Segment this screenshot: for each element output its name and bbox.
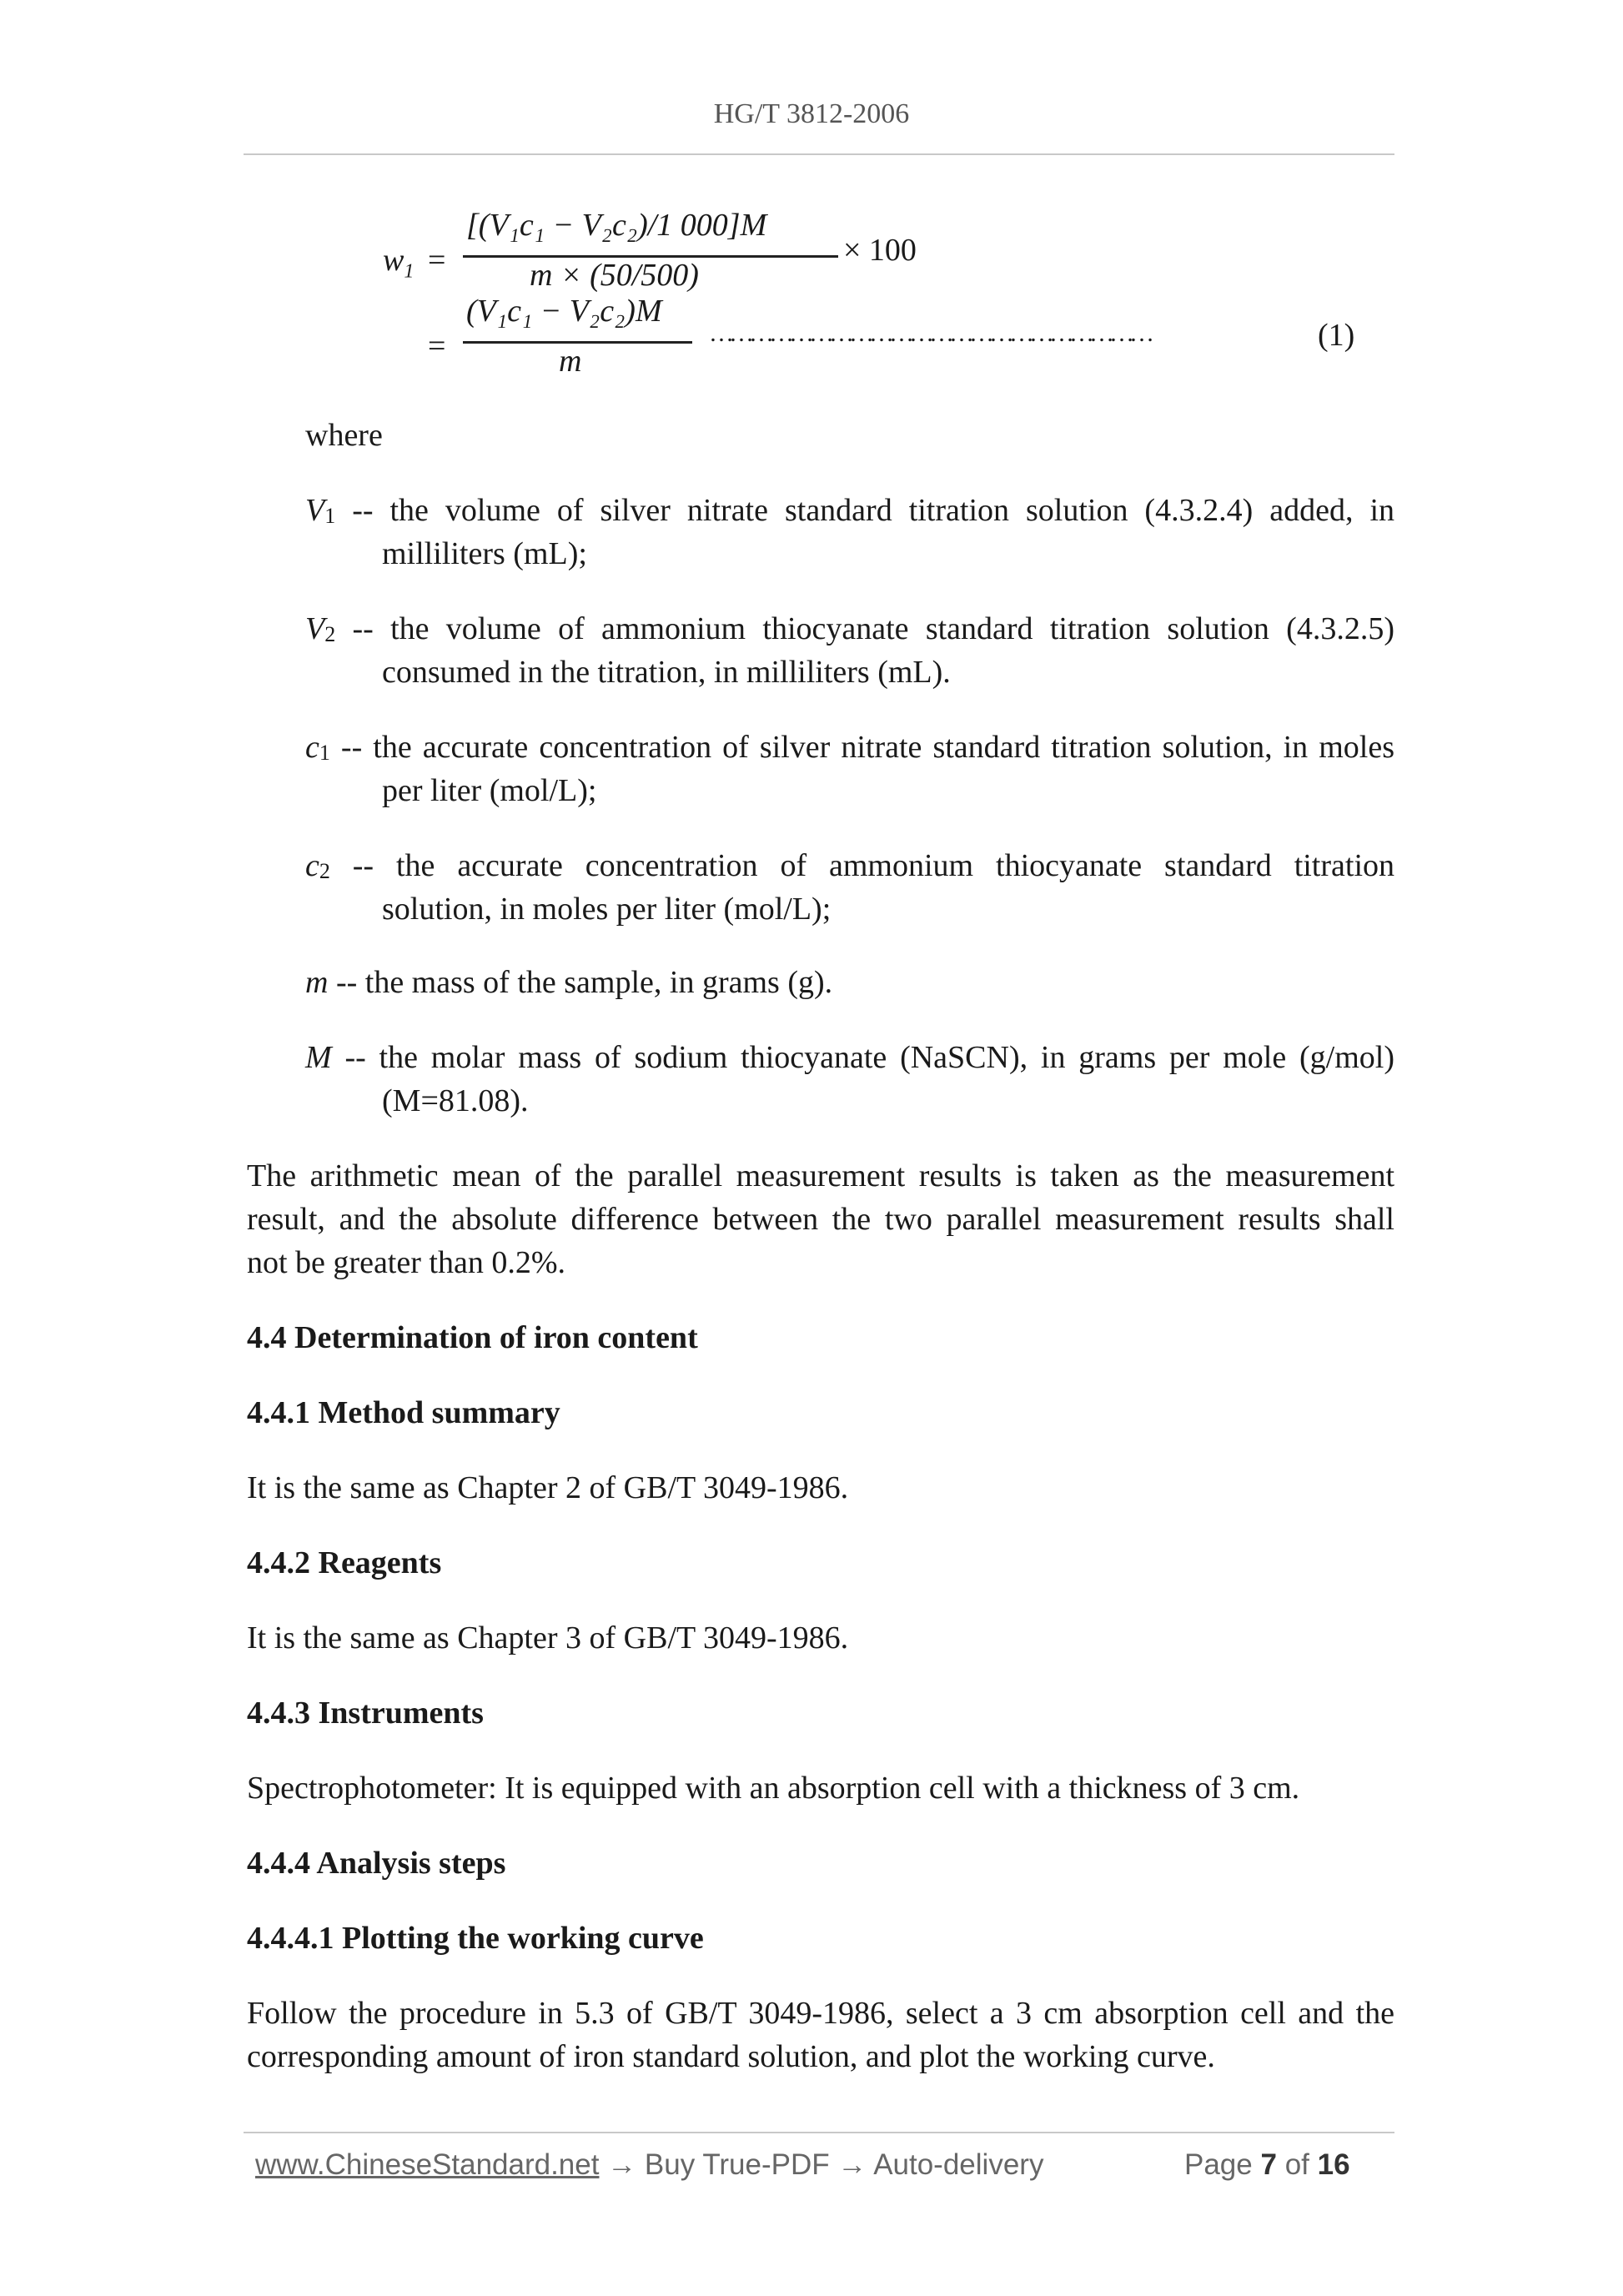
text-4-4-4-1-line-1: Follow the procedure in 5.3 of GB/T 3049-1986, select a 3 cm absorption cell and the <box>247 1996 1394 2031</box>
buy-true-pdf-text: Buy True-PDF <box>644 2148 830 2181</box>
footer-links <box>255 2148 1043 2182</box>
arrow-icon: → <box>829 2148 874 2181</box>
heading-4-4: 4.4 Determination of iron content <box>247 1320 698 1355</box>
result-paragraph-line-2: result, and the absolute difference between the two parallel measurement results shall <box>247 1202 1394 1237</box>
page-total: 16 <box>1317 2148 1350 2181</box>
definition-v2-cont: consumed in the titration, in milliliters (mL). <box>382 655 951 690</box>
formula-denominator-2: m <box>559 344 582 379</box>
formula-numerator-2: (V₁c₁ − V₂c₂)M <box>466 294 662 329</box>
text-4-4-3: Spectrophotometer: It is equipped with an absorption cell with a thickness of 3 cm. <box>247 1771 1300 1806</box>
site-link[interactable]: www.ChineseStandard.net <box>255 2148 600 2181</box>
formula-number: (1) <box>1318 318 1355 353</box>
definition-v1-cont: milliliters (mL); <box>382 536 587 571</box>
where-label: where <box>305 418 383 453</box>
formula-times-100: × 100 <box>843 233 917 268</box>
definition-c2: $c_2$ -- the accurate concentration of ammonium thiocyanate standard titration <box>305 848 1394 883</box>
page-indicator <box>1184 2148 1350 2182</box>
footer-divider <box>244 2132 1394 2133</box>
formula-lhs: $w_1$ <box>383 243 415 283</box>
header-divider <box>244 153 1394 155</box>
heading-4-4-3: 4.4.3 Instruments <box>247 1696 484 1731</box>
definition-big-m-cont: (M=81.08). <box>382 1083 529 1118</box>
text-4-4-2: It is the same as Chapter 3 of GB/T 3049-1986. <box>247 1620 849 1655</box>
heading-4-4-4: 4.4.4 Analysis steps <box>247 1846 506 1881</box>
text-4-4-1: It is the same as Chapter 2 of GB/T 3049-1986. <box>247 1470 849 1505</box>
heading-4-4-4-1: 4.4.4.1 Plotting the working curve <box>247 1921 704 1956</box>
result-paragraph-line-1: The arithmetic mean of the parallel measurement results is taken as the measurement <box>247 1158 1394 1193</box>
formula-leader-dots: ………………………………………………………… <box>709 319 1149 347</box>
formula-1 <box>379 207 1380 382</box>
result-paragraph-line-3: not be greater than 0.2%. <box>247 1245 565 1280</box>
heading-4-4-2: 4.4.2 Reagents <box>247 1545 442 1580</box>
arrow-icon: → <box>599 2148 645 2181</box>
page-number: 7 <box>1260 2148 1277 2181</box>
definition-c1-cont: per liter (mol/L); <box>382 773 597 808</box>
text-4-4-4-1-line-2: corresponding amount of iron standard solution, and plot the working curve. <box>247 2039 1215 2074</box>
formula-denominator-1: m × (50/500) <box>530 258 699 293</box>
of-label: of <box>1284 2148 1309 2181</box>
formula-equals: = <box>428 243 446 278</box>
auto-delivery-text: Auto-delivery <box>873 2148 1044 2181</box>
page-label: Page <box>1184 2148 1253 2181</box>
definition-m: m -- the mass of the sample, in grams (g). <box>305 965 833 1000</box>
formula-equals-2: = <box>428 329 446 364</box>
definition-c1: $c_1$ -- the accurate concentration of silver nitrate standard titration solution, in moles <box>305 730 1394 765</box>
definition-v2: $V_2$ -- the volume of ammonium thiocyanate standard titration solution (4.3.2.5) <box>305 611 1394 646</box>
definition-c2-cont: solution, in moles per liter (mol/L); <box>382 892 832 927</box>
definition-big-m: M -- the molar mass of sodium thiocyanate (NaSCN), in grams per mole (g/mol) <box>305 1040 1394 1075</box>
formula-numerator-1: [(V₁c₁ − V₂c₂)/1 000]M <box>466 208 767 243</box>
definition-v1: $V_1$ -- the volume of silver nitrate standard titration solution (4.3.2.4) added, in <box>305 493 1394 528</box>
document-code-header: HG/T 3812-2006 <box>713 98 910 129</box>
heading-4-4-1: 4.4.1 Method summary <box>247 1395 560 1430</box>
